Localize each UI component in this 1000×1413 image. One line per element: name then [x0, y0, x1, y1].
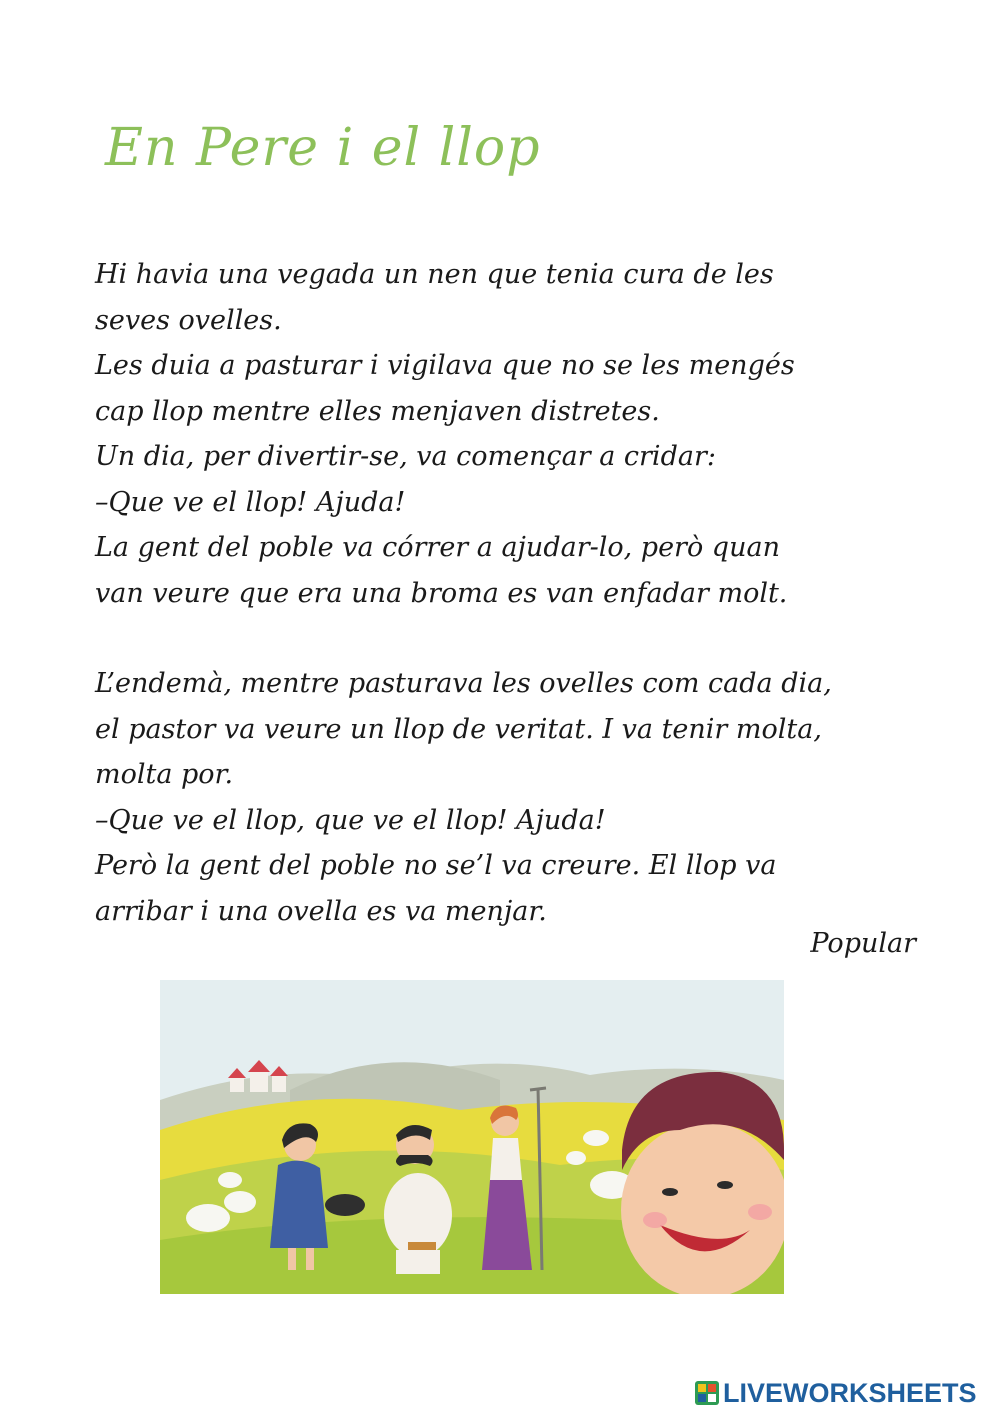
story-line: Les duia a pasturar i vigilava que no se les mengés — [95, 350, 795, 381]
story-line: Hi havia una vegada un nen que tenia cura de les — [95, 259, 774, 290]
story-line: seves ovelles. — [95, 304, 282, 336]
story-illustration — [160, 980, 784, 1294]
story-line: arribar i una ovella es va menjar. — [95, 895, 547, 927]
story-line: cap llop mentre elles menjaven distretes. — [95, 395, 660, 427]
story-line: –Que ve el llop, que ve el llop! Ajuda! — [95, 804, 606, 836]
story-text — [95, 252, 925, 934]
liveworksheets-logo — [695, 1378, 977, 1408]
story-line: La gent del poble va córrer a ajudar-lo, però quan — [95, 532, 780, 563]
story-line: molta por. — [95, 759, 234, 790]
story-line: van veure que era una broma es van enfadar molt. — [95, 577, 788, 609]
story-line: Però la gent del poble no se’l va creure. El llop va — [95, 850, 777, 881]
brand-name[interactable]: LIVEWORKSHEETS — [723, 1377, 977, 1408]
story-line: L’endemà, mentre pasturava les ovelles com cada dia, — [95, 668, 832, 699]
story-line: –Que ve el llop! Ajuda! — [95, 486, 406, 518]
story-title: En Pere i el llop — [105, 118, 541, 178]
story-line: el pastor va veure un llop de veritat. I va tenir molta, — [95, 713, 822, 745]
story-author: Popular — [810, 928, 916, 959]
story-line: Un dia, per divertir-se, va començar a cridar: — [95, 441, 716, 472]
liveworksheets-logo-icon — [695, 1381, 719, 1405]
paragraph-gap — [95, 616, 925, 661]
